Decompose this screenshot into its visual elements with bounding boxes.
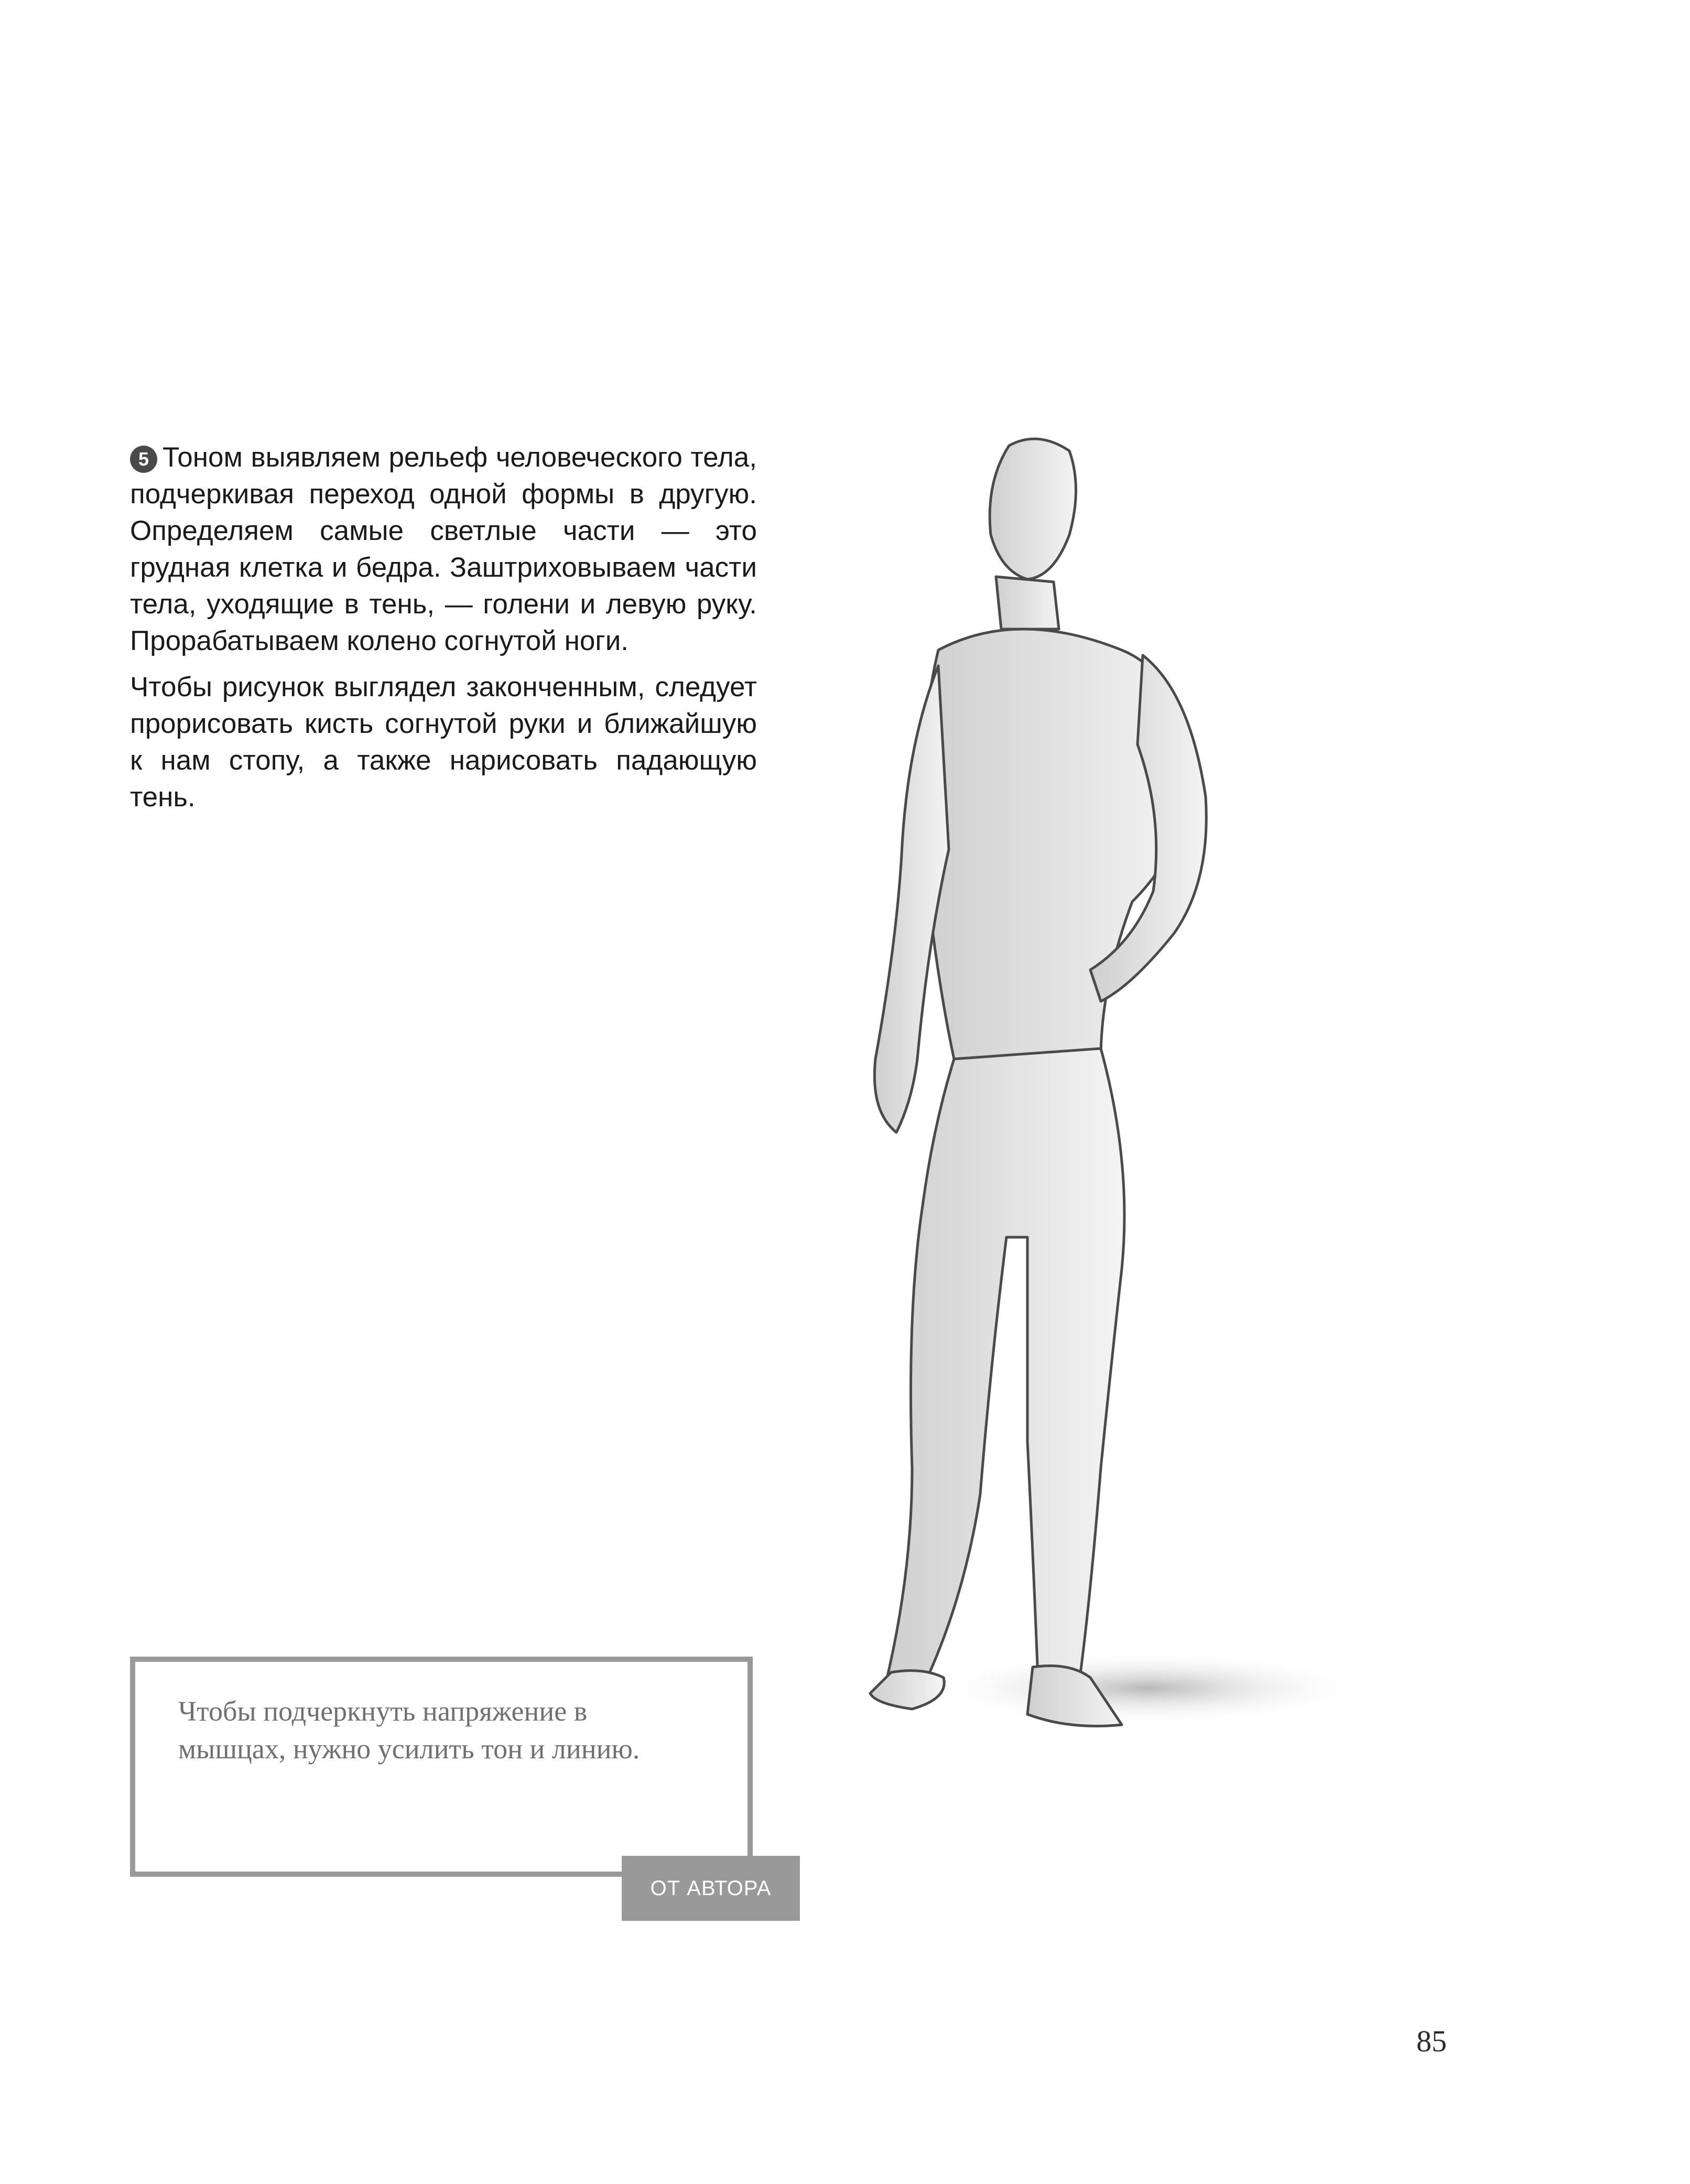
conclusion-paragraph: Чтобы рисунок выглядел законченным, следует прорисовать кисть согнутой руки и ближайшую к нам стопу, а также нарисовать падающую тень. <box>130 672 757 813</box>
author-note-tag: ОТ АВТОРА <box>622 1856 800 1921</box>
page-number: 85 <box>1416 2024 1447 2058</box>
step-text: Тоном выявляем рельеф человеческого тела, подчеркивая переход одной формы в другую. Определяем самые светлые части — это грудная клетка и бедра. Заштриховываем части тела, уходящие в тень, — голени и левую руку. Прорабатываем колено согнутой ноги. <box>130 442 757 656</box>
step-paragraph <box>130 439 757 659</box>
step-number-badge: 5 <box>130 446 157 473</box>
author-note-text: Чтобы подчеркнуть напряжение в мышцах, нужно усилить тон и линию. <box>178 1695 640 1765</box>
figure-drawing-illustration <box>807 419 1379 1782</box>
body-text <box>130 439 757 825</box>
